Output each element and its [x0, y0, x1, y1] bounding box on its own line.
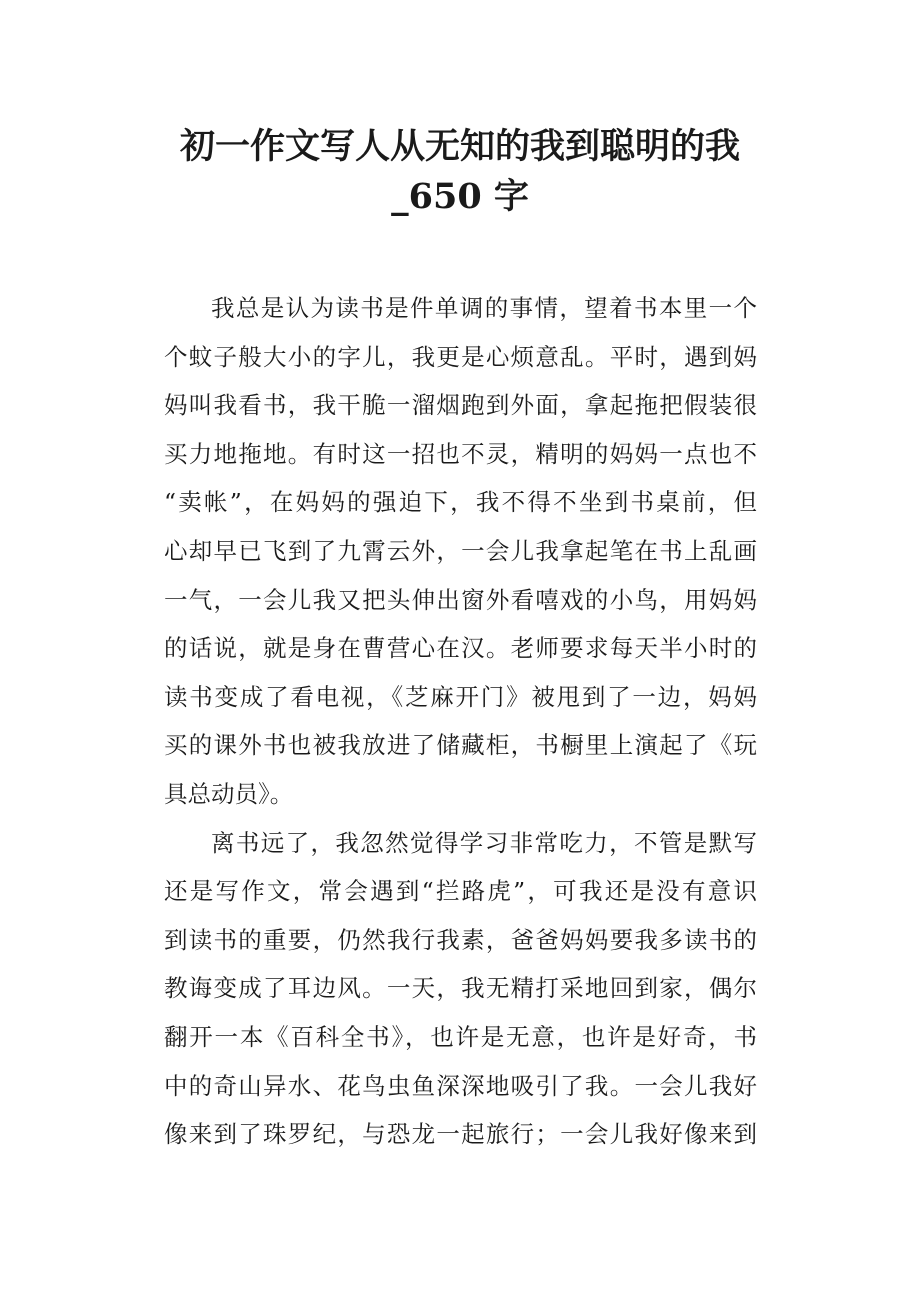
title-line: _650 字: [391, 176, 529, 217]
text-line: 中的奇山异水、花鸟虫鱼深深地吸引了我。一会儿我好: [164, 1071, 757, 1100]
text-line: 的话说，就是身在曹营心在汉。老师要求每天半小时的: [164, 634, 757, 663]
text-line: 心却早已飞到了九霄云外，一会儿我拿起笔在书上乱画: [164, 536, 757, 565]
text-line: 具总动员》。: [164, 779, 294, 808]
text-line: 买力地拖地。有时这一招也不灵，精明的妈妈一点也不: [164, 439, 757, 468]
document-title: [140, 122, 780, 222]
paragraph: [164, 819, 757, 1159]
paragraph: [164, 284, 757, 819]
text-line: 像来到了珠罗纪，与恐龙一起旅行；一会儿我好像来到: [164, 1120, 757, 1149]
text-line: 妈叫我看书，我干脆一溜烟跑到外面，拿起拖把假装很: [164, 391, 757, 420]
document-body: [164, 284, 757, 1159]
text-line: 到读书的重要，仍然我行我素，爸爸妈妈要我多读书的: [164, 925, 757, 954]
text-line: “卖帐”，在妈妈的强迫下，我不得不坐到书桌前，但: [164, 488, 757, 517]
text-line: 买的课外书也被我放进了储藏柜，书橱里上演起了《玩: [164, 731, 757, 760]
text-line: 个蚊子般大小的字儿，我更是心烦意乱。平时，遇到妈: [164, 342, 757, 371]
title-line: 初一作文写人从无知的我到聪明的我: [179, 126, 740, 167]
text-line: 还是写作文，常会遇到“拦路虎”，可我还是没有意识: [164, 877, 757, 906]
text-line: 教诲变成了耳边风。一天，我无精打采地回到家，偶尔: [164, 974, 757, 1003]
text-line: 一气，一会儿我又把头伸出窗外看嘻戏的小鸟，用妈妈: [164, 585, 757, 614]
text-line: 翻开一本《百科全书》，也许是无意，也许是好奇，书: [164, 1022, 757, 1051]
text-line: 我总是认为读书是件单调的事情，望着书本里一个: [211, 294, 757, 322]
text-line: 读书变成了看电视，《芝麻开门》被甩到了一边，妈妈: [164, 682, 757, 711]
text-line: 离书远了，我忽然觉得学习非常吃力，不管是默写: [211, 828, 757, 857]
